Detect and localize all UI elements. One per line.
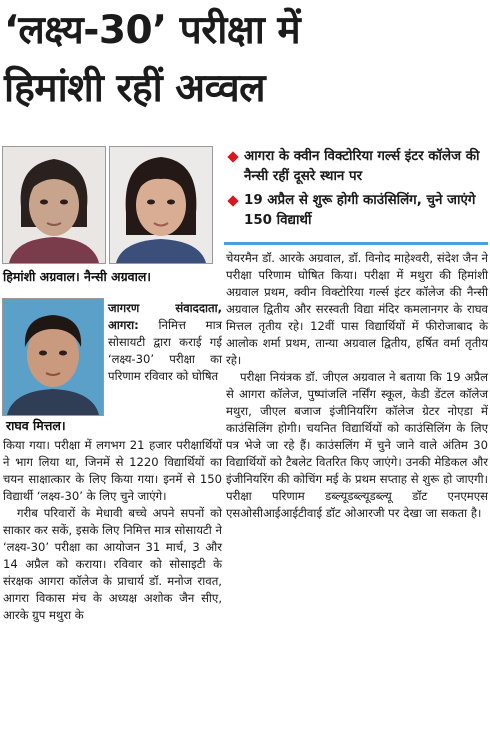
diamond-bullet-icon [227, 195, 238, 206]
article-paragraph-3: चेयरमैन डॉ. आरके अग्रवाल, डॉ. विनोद माहेश्वरी, संदेश जैन ने परीक्षा परिणाम घोषित किया। परीक्षा में मथुरा की हिमांशी अग्रवाल प्रथम, क्वीन विक्टोरिया गर्ल्स इंटर कॉलेज की नैन्सी अग्रवाल द्वितीय और सरस्वती विद्या मंदिर कमलानगर के राघव मित्तल तृतीय रहे। 12वीं पास विद्यार्थियों में फीरोजाबाद के आलोक शर्मा प्रथम, तान्या अग्रवाल द्वितीय, हर्षित वर्मा तृतीय रहे। [226, 251, 488, 367]
photo-himanshi [2, 146, 106, 264]
portrait-boy-photo [3, 299, 103, 415]
article-paragraph-1b: किया गया। परीक्षा में लगभग 21 हजार परीक्षार्थियों ने भाग लिया था, जिनमें से 1220 विद्यार्थियों का चयन साक्षात्कार के लिए किया गया। इनमें से 150 विद्यार्थी ‘लक्ष्य-30’ के लिए चुने जाएंगे। [3, 438, 222, 503]
headline [4, 2, 488, 118]
article-paragraph-2: गरीब परिवारों के मेधावी बच्चे अपने सपनों को साकार कर सकें, इसके लिए निमित्त मात्र सोसायटी ने ‘लक्ष्य-30’ परीक्षा का आयोजन 31 मार्च, 3 और 14 अप्रैल को कराया। रविवार को सोसाइटी के संरक्षक आगरा कॉलेज के प्राचार्य डॉ. मनोज रावत, आगरा विकास मंच के अध्यक्ष अशोक जैन सीए, आरके ग्रुप मथुरा के [3, 506, 222, 622]
headline-line-1: ‘लक्ष्य-30’ परीक्षा में [4, 8, 301, 53]
article-column-right [226, 250, 488, 522]
highlights [226, 147, 488, 235]
highlight-item [226, 191, 488, 231]
article-column-top [108, 300, 222, 385]
diamond-bullet-icon [227, 151, 238, 162]
highlight-text: आगरा के क्वीन विक्टोरिया गर्ल्स इंटर कॉलेज की नैन्सी रहीं दूसरे स्थान पर [244, 149, 480, 184]
photo-caption-raghav: राघव मित्तल। [6, 418, 66, 433]
photo-raghav [2, 298, 104, 416]
dateline: जागरण संवाददाता, आगरा: [108, 301, 222, 332]
headline-line-2: हिमांशी रहीं अव्वल [4, 66, 266, 111]
portrait-girl-photo [110, 147, 212, 263]
highlight-item [226, 147, 488, 187]
article-column-left [3, 437, 222, 624]
photo-captions: हिमांशी अग्रवाल। नैन्सी अग्रवाल। [3, 269, 152, 284]
divider-rule [224, 242, 488, 245]
article-paragraph-1a: निमित्त मात्र सोसायटी द्वारा कराई गई ‘लक्ष्य-30’ परीक्षा का परिणाम रविवार को घोषित [108, 318, 223, 383]
article-paragraph-4: परीक्षा नियंत्रक डॉ. जीएल अग्रवाल ने बताया कि 19 अप्रैल से आगरा कॉलेज, पुष्पांजलि नर्सिंग स्कूल, केडी डेंटल कॉलेज मथुरा, जीएल बजाज इंजीनियरिंग कॉलेज ग्रेटर नोएडा में काउंसिलिंग होगी। चयनित विद्यार्थियों को काउंसिलिंग के लिए पत्र भेजे जा रहे हैं। काउंसलिंग में चुने जाने वाले अंतिम 30 विद्यार्थियों को टैबलेट वितरित किए जाएंगे। उनकी मेडिकल और इंजीनियरिंग की कोचिंग मई के प्रथम सप्ताह से शुरू हो जाएगी। परीक्षा परिणाम डब्ल्यूडब्ल्यूडब्ल्यू डॉट एनएमएस एसओसीआईआईटीवाई डॉट ओआरजी पर देखा जा सकता है। [226, 370, 488, 520]
portrait-girl-photo [3, 147, 105, 263]
highlight-text: 19 अप्रैल से शुरू होगी काउंसिलिंग, चुने जाएंगे 150 विद्यार्थी [244, 193, 476, 228]
photo-nancy [109, 146, 213, 264]
